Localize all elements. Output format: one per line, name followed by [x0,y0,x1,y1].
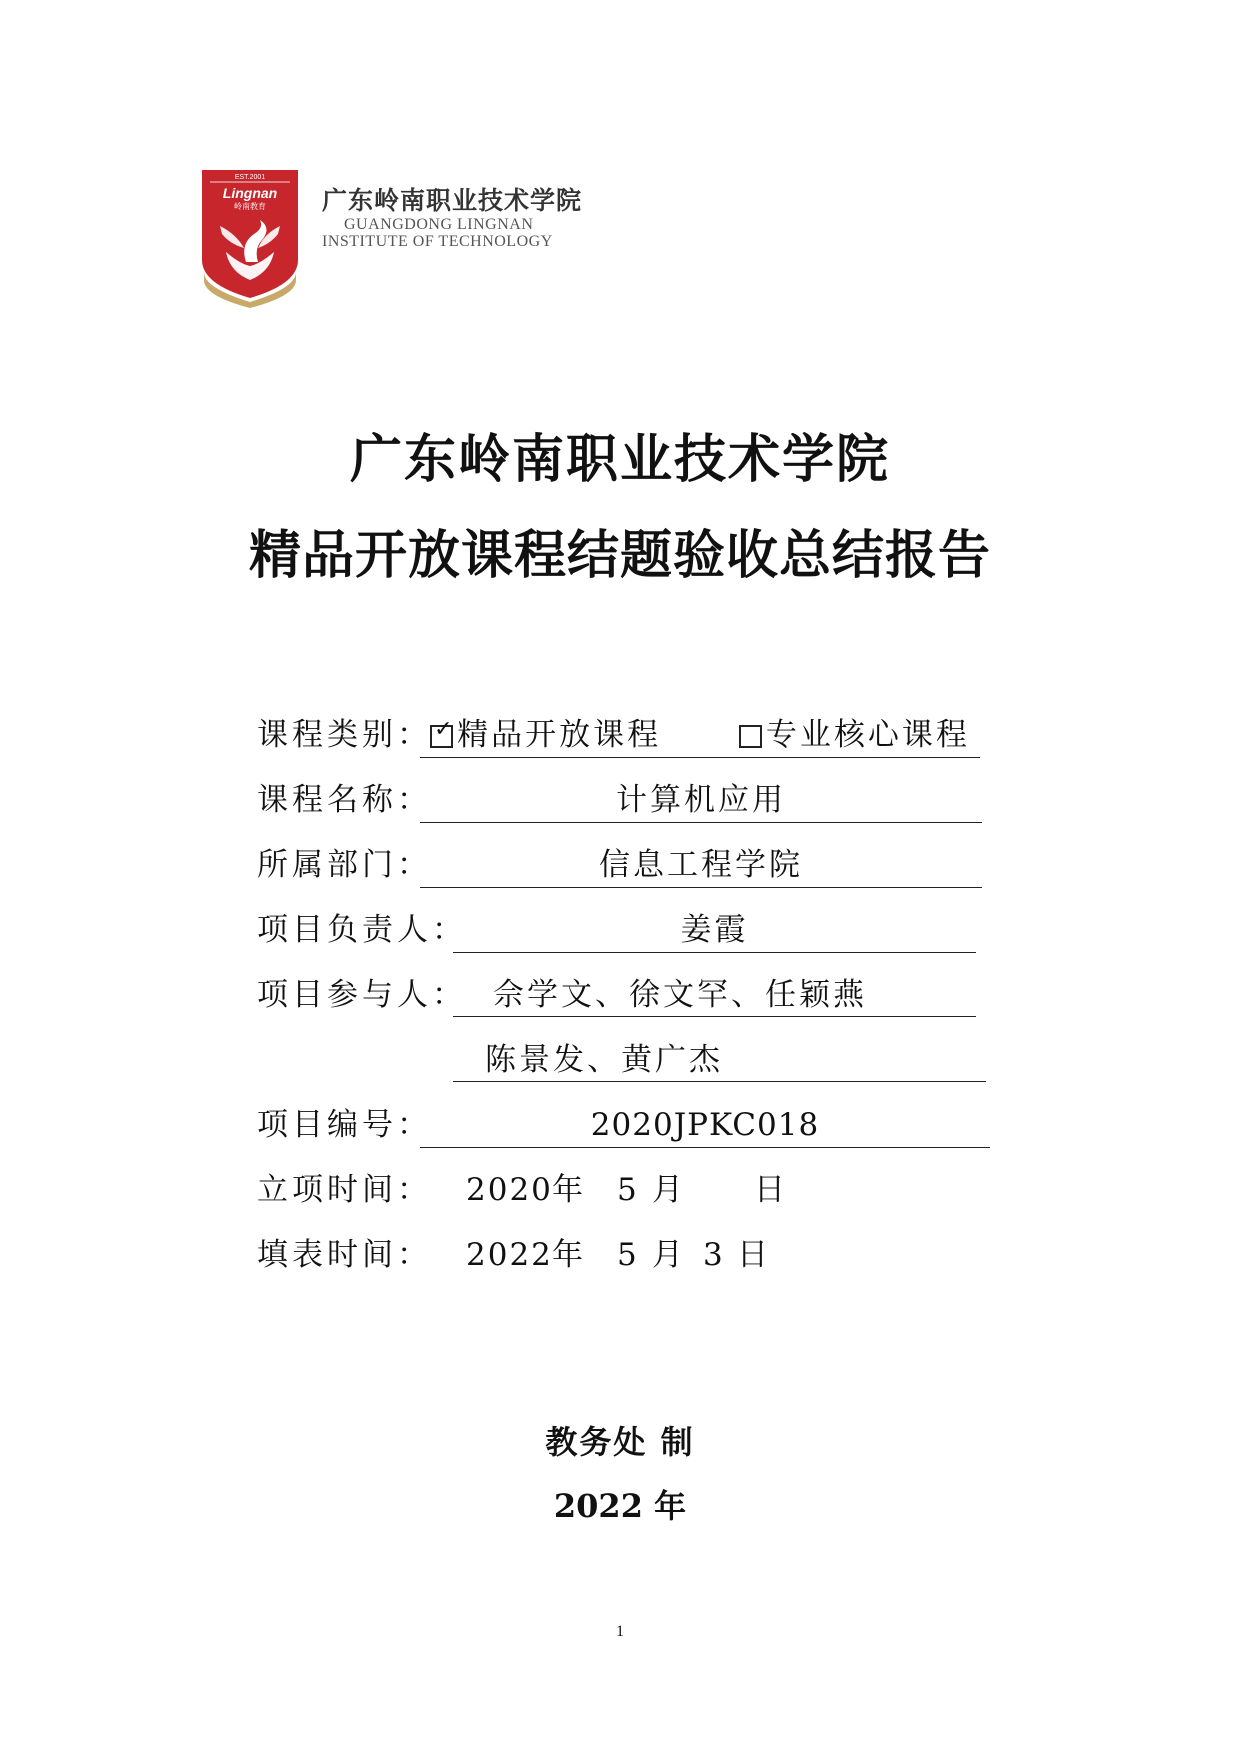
institute-name-cn: 广东岭南职业技术学院 [322,186,583,215]
department-field: 信息工程学院 [420,843,982,888]
fill-date-year: 2022 [466,1237,553,1273]
svg-text:岭南教育: 岭南教育 [234,202,266,211]
participants-field-line1: 佘学文、徐文罕、任颖燕 [453,973,976,1017]
document-title-line1: 广东岭南职业技术学院 [349,429,890,490]
svg-text:EST.2001: EST.2001 [234,174,266,181]
leader-field: 姜霞 [453,908,976,953]
phoenix-shield-icon [200,168,300,308]
start-date-month: 5 [617,1172,639,1208]
start-date-year: 2020 [466,1172,553,1208]
fill-date-day-unit: 日 [737,1237,770,1273]
course-name-label: 课程名称： [257,782,432,818]
page-number: 1 [616,1623,624,1640]
fill-date-label: 填表时间： [257,1237,432,1273]
fill-date-month: 5 [617,1237,639,1273]
start-date-month-unit: 月 [652,1172,685,1208]
institute-name-en-line1: GUANGDONG LINGNAN [344,216,534,233]
course-type-label: 课程类别： [257,717,432,753]
fill-date-year-unit: 年 [552,1237,585,1273]
issue-year: 2022 年 [553,1487,687,1525]
leader-label: 项目负责人： [257,912,467,948]
institute-name-block [322,186,582,250]
course-name-field: 计算机应用 [420,778,982,823]
project-number-label: 项目编号： [257,1107,432,1143]
fill-date-month-unit: 月 [652,1237,685,1273]
participants-field-line2: 陈景发、黄广杰 [453,1038,986,1082]
institute-logo [200,168,300,308]
document-title-line2: 精品开放课程结题验收总结报告 [248,525,991,586]
department-label: 所属部门： [257,847,432,883]
institute-name-en-line2: INSTITUTE OF TECHNOLOGY [322,233,553,250]
project-number-field: 2020JPKC018 [420,1103,990,1148]
course-type-field [420,713,980,758]
issuer-text: 教务处 制 [545,1423,695,1461]
checkbox-unchecked-icon[interactable] [739,725,762,748]
svg-text:Lingnan: Lingnan [222,185,278,201]
participants-label: 项目参与人： [257,977,467,1013]
fill-date-day: 3 [703,1237,725,1273]
checkbox-checked-icon[interactable]: ✓ [430,725,453,748]
start-date-year-unit: 年 [552,1172,585,1208]
start-date-label: 立项时间： [257,1172,432,1208]
start-date-day-unit: 日 [754,1172,787,1208]
course-type-option1: 精品开放课程 [457,717,662,753]
course-type-option2: 专业核心课程 [765,717,970,753]
